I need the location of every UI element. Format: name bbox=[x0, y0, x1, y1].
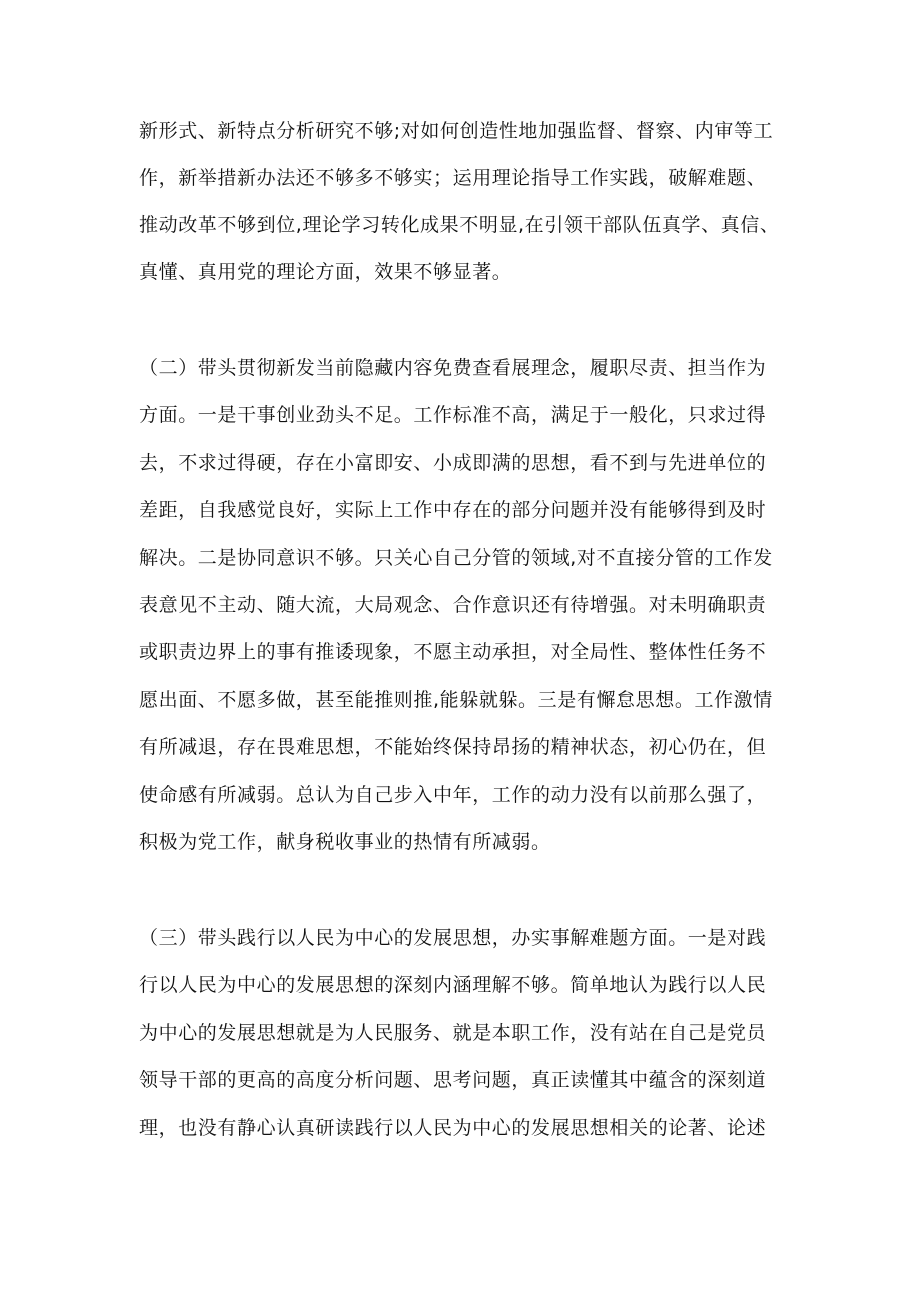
text-line: 行以人民为中心的发展思想的深刻内涵理解不够。简单地认为践行以人民 bbox=[139, 974, 767, 996]
text-line: 新形式、新特点分析研究不够;对如何创造性地加强监督、督察、内审等工 bbox=[139, 120, 774, 142]
text-line: 为中心的发展思想就是为人民服务、就是本职工作，没有站在自己是党员 bbox=[139, 1022, 767, 1044]
text-line: 表意见不主动、随大流，大局观念、合作意识还有待增强。对未明确职责 bbox=[139, 594, 767, 616]
text-line: 使命感有所减弱。总认为自己步入中年，工作的动力没有以前那么强了， bbox=[139, 784, 767, 806]
text-line: 方面。一是干事创业劲头不足。工作标准不高，满足于一般化，只求过得 bbox=[139, 404, 767, 426]
text-line: 有所减退，存在畏难思想，不能始终保持昂扬的精神状态，初心仍在，但 bbox=[139, 736, 767, 758]
text-line: 去，不求过得硬，存在小富即安、小成即满的思想，看不到与先进单位的 bbox=[139, 452, 767, 474]
text-line: 作，新举措新办法还不够多不够实；运用理论指导工作实践，破解难题、 bbox=[139, 167, 767, 189]
text-line: （三）带头践行以人民为中心的发展思想，办实事解难题方面。一是对践 bbox=[139, 927, 767, 949]
text-line: 差距，自我感觉良好，实际上工作中存在的部分问题并没有能够得到及时 bbox=[139, 499, 767, 521]
text-line: 或职责边界上的事有推诿现象，不愿主动承担，对全局性、整体性任务不 bbox=[139, 641, 767, 663]
text-line: 领导干部的更高的高度分析问题、思考问题，真正读懂其中蕴含的深刻道 bbox=[139, 1069, 767, 1091]
text-line: （二）带头贯彻新发当前隐藏内容免费查看展理念，履职尽责、担当作为 bbox=[139, 357, 767, 379]
text-line: 推动改革不够到位,理论学习转化成果不明显,在引领干部队伍真学、真信、 bbox=[139, 214, 780, 236]
text-line: 愿出面、不愿多做，甚至能推则推,能躲就躲。三是有懈怠思想。工作激情 bbox=[139, 689, 773, 711]
text-line: 理，也没有静心认真研读践行以人民为中心的发展思想相关的论著、论述 bbox=[139, 1117, 767, 1139]
text-line: 真懂、真用党的理论方面，效果不够显著。 bbox=[139, 261, 512, 283]
text-line: 积极为党工作，献身税收事业的热情有所减弱。 bbox=[139, 831, 551, 853]
text-line: 解决。二是协同意识不够。只关心自己分管的领域,对不直接分管的工作发 bbox=[139, 547, 773, 569]
